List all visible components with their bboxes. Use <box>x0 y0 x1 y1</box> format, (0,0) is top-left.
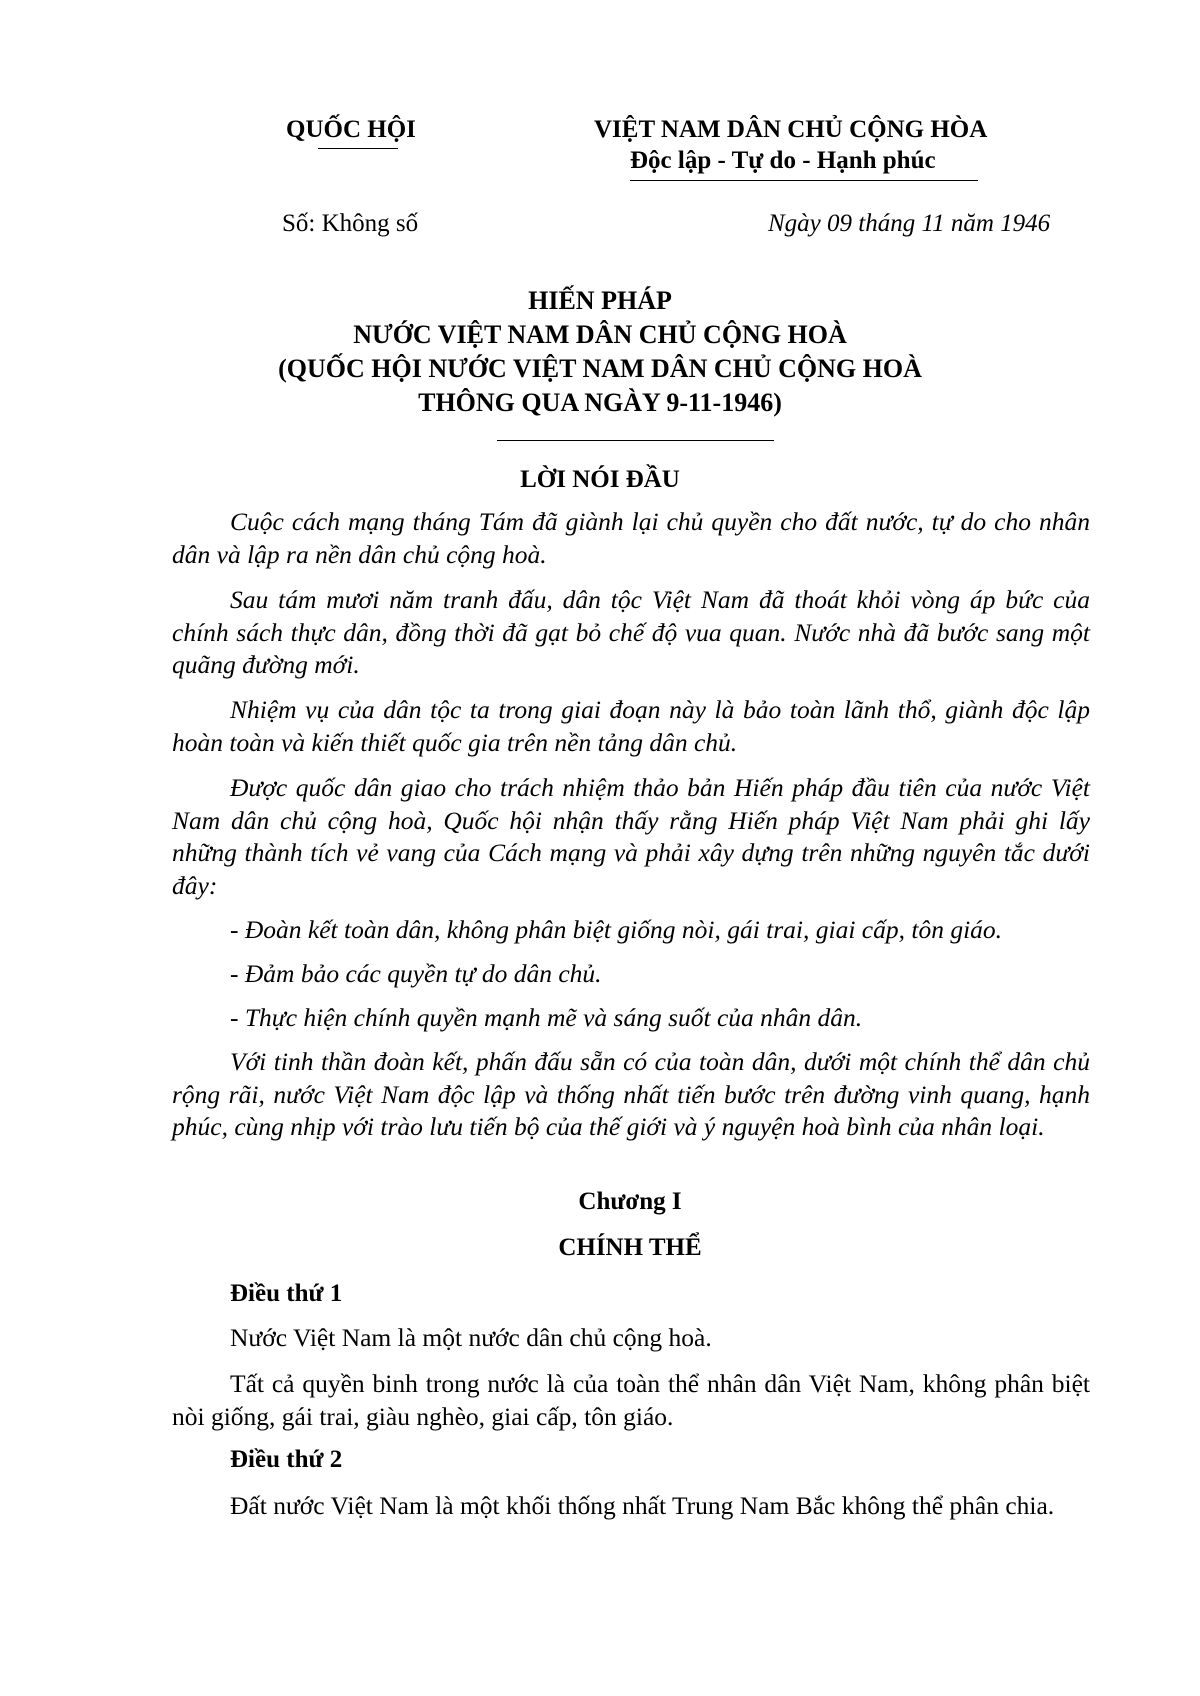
article-title: Điều thứ 2 <box>230 1446 343 1473</box>
title-line-2: NƯỚC VIỆT NAM DÂN CHỦ CỘNG HOÀ <box>353 320 847 349</box>
national-motto: Độc lập - Tự do - Hạnh phúc <box>630 147 936 174</box>
document-number: Số: Không số <box>282 210 419 237</box>
title-line-1: HIẾN PHÁP <box>528 286 672 315</box>
issuing-body-underline <box>318 148 398 149</box>
issuing-body: QUỐC HỘI <box>286 116 416 143</box>
article-paragraph: Nước Việt Nam là một nước dân chủ cộng hoà. <box>230 1323 712 1352</box>
preamble-heading: LỜI NÓI ĐẦU <box>520 466 680 493</box>
preamble-paragraph: Sau tám mươi năm tranh đấu, dân tộc Việt Nam đã thoát khỏi vòng áp bức của chính sách thực dân, đồng thời đã gạt bỏ chế độ vua quan. Nước nhà đã bước sang một quãng đường mới. <box>172 585 1090 679</box>
preamble-paragraph: Được quốc dân giao cho trách nhiệm thảo bản Hiến pháp đầu tiên của nước Việt Nam dân chủ cộng hoà, Quốc hội nhận thấy rằng Hiến pháp Việt Nam phải ghi lấy những thành tích vẻ vang của Cách mạng và phải xây dựng trên những nguyên tắc dưới đây: <box>172 773 1090 900</box>
country-name: VIỆT NAM DÂN CHỦ CỘNG HÒA <box>594 116 988 143</box>
motto-underline <box>630 180 978 181</box>
preamble-paragraph: Nhiệm vụ của dân tộc ta trong giai đoạn này là bảo toàn lãnh thổ, giành độc lập hoàn toàn và kiến thiết quốc gia trên nền tảng dân chủ. <box>172 695 1090 757</box>
document-date: Ngày 09 tháng 11 năm 1946 <box>768 210 1051 237</box>
preamble-paragraph: Cuộc cách mạng tháng Tám đã giành lại chủ quyền cho đất nước, tự do cho nhân dân và lập ra nền dân chủ cộng hoà. <box>172 507 1090 569</box>
title-line-3: (QUỐC HỘI NƯỚC VIỆT NAM DÂN CHỦ CỘNG HOÀ <box>278 354 922 383</box>
article-title: Điều thứ 1 <box>230 1280 343 1307</box>
chapter-label: Chương I <box>578 1188 682 1215</box>
article-paragraph: Đất nước Việt Nam là một khối thống nhất Trung Nam Bắc không thể phân chia. <box>230 1491 1055 1520</box>
principle-item: - Thực hiện chính quyền mạnh mẽ và sáng suốt của nhân dân. <box>230 1003 863 1032</box>
preamble-paragraph: Với tinh thần đoàn kết, phấn đấu sẵn có của toàn dân, dưới một chính thể dân chủ rộng rãi, nước Việt Nam độc lập và thống nhất tiến bước trên đường vinh quang, hạnh phúc, cùng nhịp với trào lưu tiến bộ của thế giới và ý nguyện hoà bình của nhân loại. <box>172 1047 1090 1141</box>
principle-item: - Đảm bảo các quyền tự do dân chủ. <box>230 959 602 988</box>
title-divider <box>497 440 774 441</box>
article-paragraph: Tất cả quyền binh trong nước là của toàn thể nhân dân Việt Nam, không phân biệt nòi giống, gái trai, giàu nghèo, giai cấp, tôn giáo. <box>172 1369 1090 1431</box>
principle-item: - Đoàn kết toàn dân, không phân biệt giống nòi, gái trai, giai cấp, tôn giáo. <box>230 915 1003 944</box>
title-line-4: THÔNG QUA NGÀY 9-11-1946) <box>418 388 782 417</box>
chapter-name: CHÍNH THỂ <box>558 1234 702 1261</box>
